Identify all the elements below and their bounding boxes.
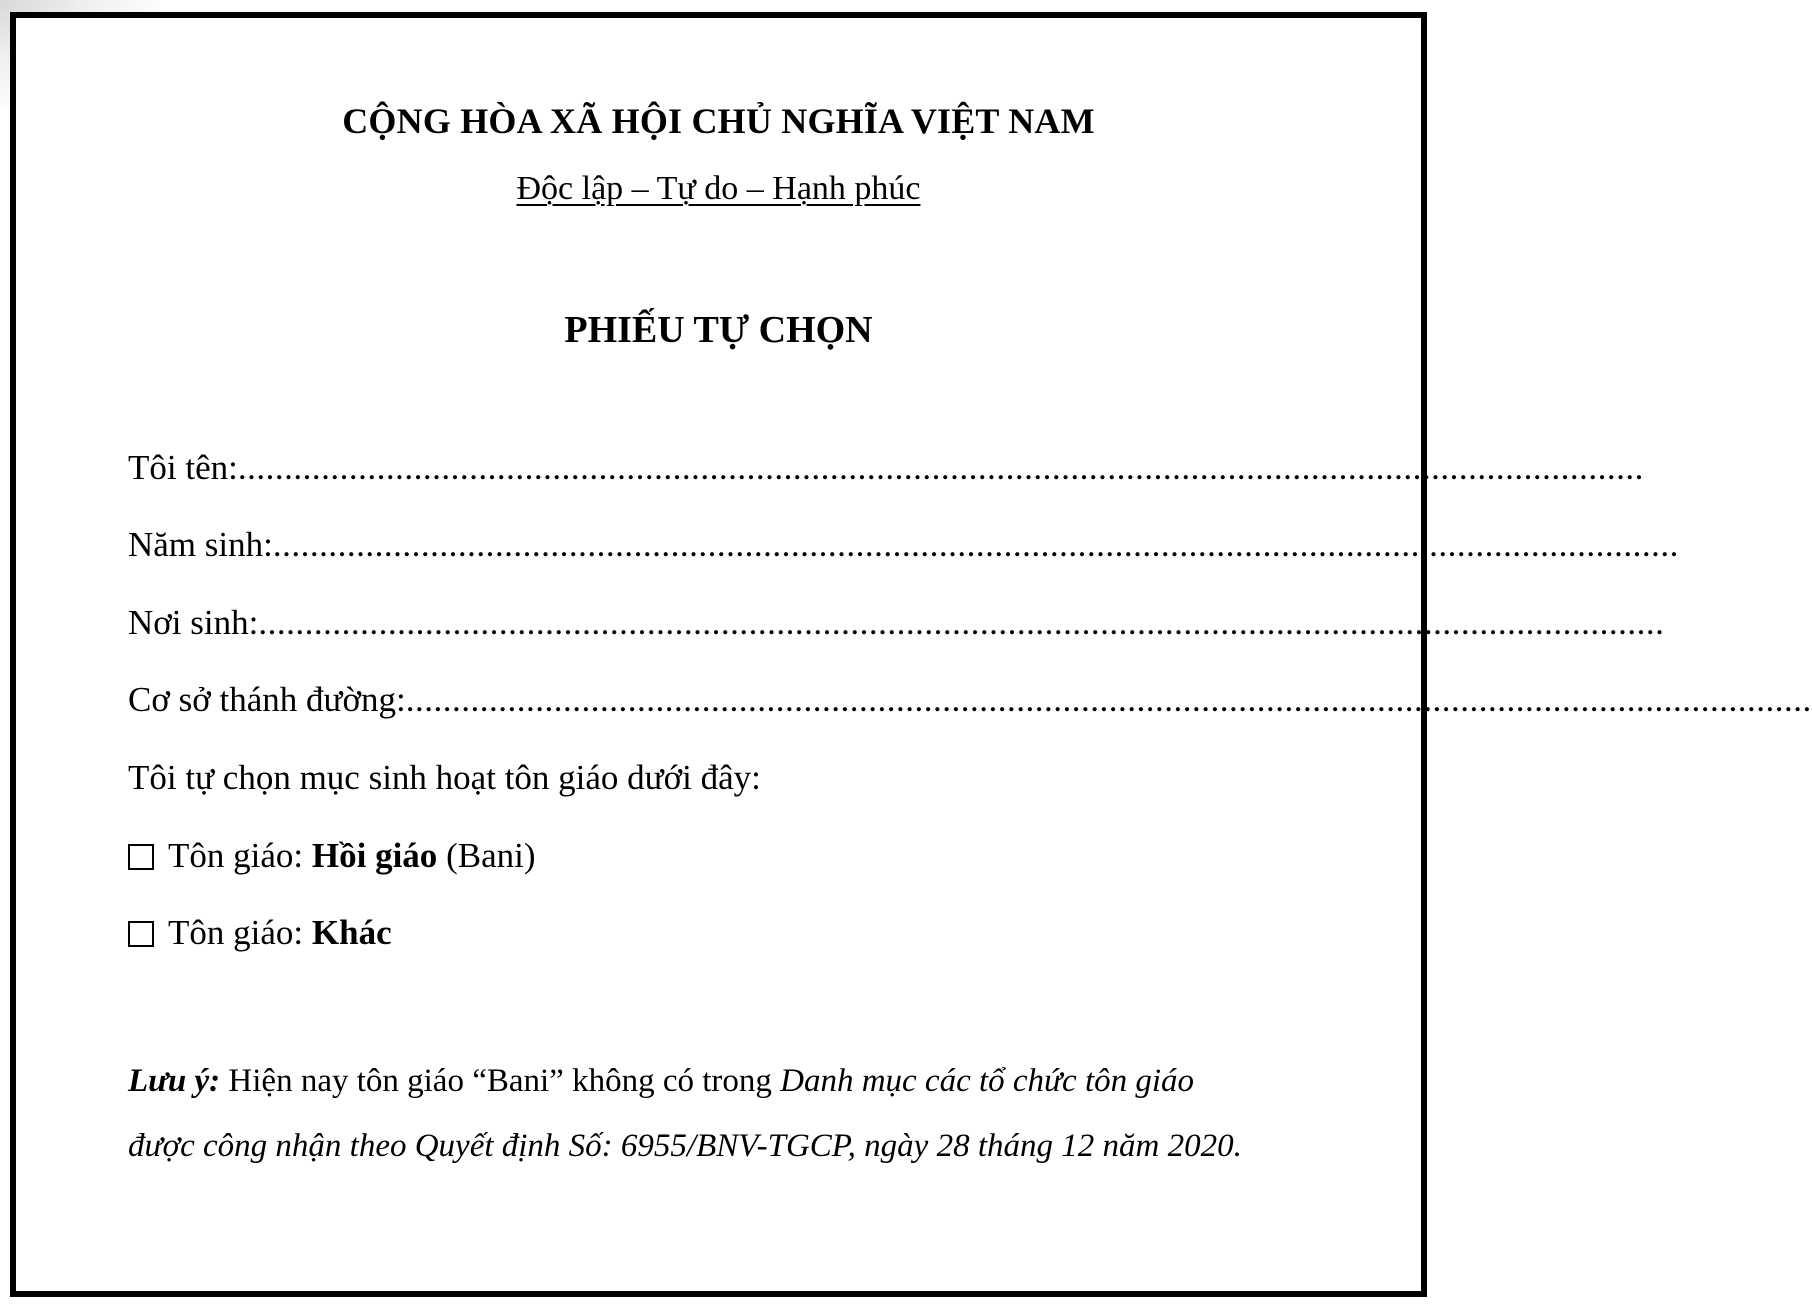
mosque-fill-line[interactable]: ........................................................................................................................................................	[405, 680, 1812, 719]
birthplace-fill-line[interactable]: ........................................................................................................................................................	[258, 603, 1665, 642]
mosque-field[interactable]	[128, 680, 1812, 720]
form-title: PHIẾU TỰ CHỌN	[564, 309, 873, 351]
option-other-name: Khác	[311, 913, 392, 952]
option-islam-name: Hồi giáo	[311, 836, 438, 875]
birth-year-label: Năm sinh:	[128, 525, 273, 564]
option-islam-suffix: (Bani)	[437, 836, 536, 875]
note-text: Hiện nay tôn giáo “Bani” không có trong	[220, 1063, 781, 1099]
document-frame	[10, 12, 1812, 1297]
note-label: Lưu ý:	[128, 1063, 221, 1099]
note-italic-1: Danh mục các tổ chức tôn giáo	[780, 1063, 1195, 1099]
note-italic-2: được công nhận theo Quyết định Số: 6955/BNV-TGCP, ngày 28 tháng 12 năm 2020.	[128, 1128, 1242, 1164]
name-field[interactable]	[128, 448, 1644, 488]
choice-prompt: Tôi tự chọn mục sinh hoạt tôn giáo dưới đây:	[128, 758, 761, 797]
option-other-prefix: Tôn giáo:	[168, 913, 312, 952]
nation-heading: CỘNG HÒA XÃ HỘI CHỦ NGHĨA VIỆT NAM	[342, 101, 1095, 141]
birthplace-label: Nơi sinh:	[128, 603, 259, 642]
name-fill-line[interactable]: ........................................................................................................................................................	[237, 448, 1644, 487]
option-other[interactable]	[128, 913, 392, 953]
birthplace-field[interactable]	[128, 603, 1665, 643]
note-line-1	[128, 1063, 1194, 1100]
note-line-2	[128, 1128, 1242, 1165]
birth-year-fill-line[interactable]: ........................................................................................................................................................	[272, 525, 1679, 564]
mosque-label: Cơ sở thánh đường:	[128, 680, 406, 719]
checkbox-islam[interactable]	[128, 844, 154, 870]
birth-year-field[interactable]	[128, 525, 1679, 565]
motto-text: Độc lập – Tự do – Hạnh phúc	[516, 170, 921, 207]
checkbox-other[interactable]	[128, 921, 154, 947]
option-islam-prefix: Tôn giáo:	[168, 836, 312, 875]
motto-line	[16, 170, 1421, 208]
option-islam[interactable]	[128, 836, 535, 876]
name-label: Tôi tên:	[128, 448, 238, 487]
